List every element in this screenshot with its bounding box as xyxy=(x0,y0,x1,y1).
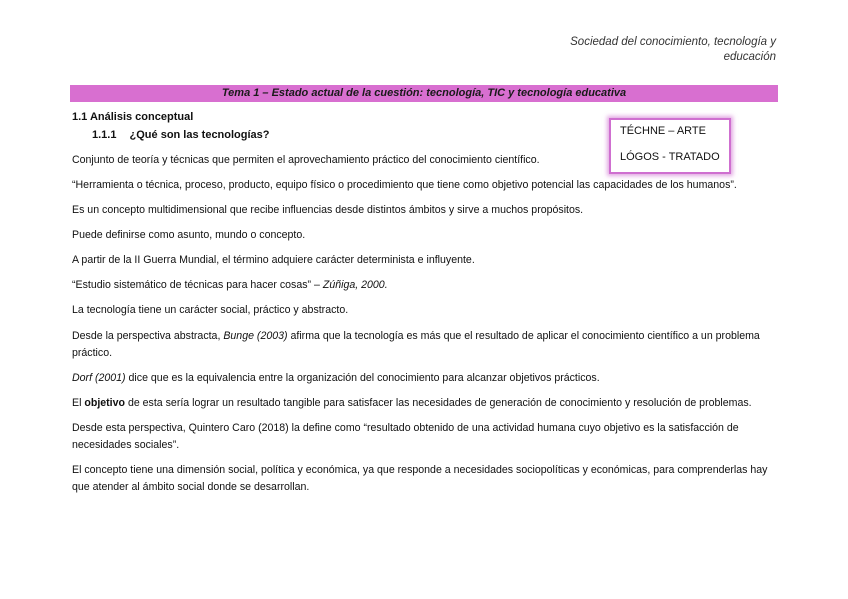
paragraph-character: La tecnología tiene un carácter social, práctico y abstracto. xyxy=(72,304,349,316)
objective-keyword: objetivo xyxy=(84,397,125,409)
callout-line-logos: LÓGOS - TRATADO xyxy=(620,151,720,163)
header-title-line2: educación xyxy=(723,51,776,63)
paragraph-multidimensional: Es un concepto multidimensional que recibe influencias desde distintos ámbitos y sirve a muchos propósitos. xyxy=(72,204,584,216)
topic-banner: Tema 1 – Estado actual de la cuestión: tecnología, TIC y tecnología educativa xyxy=(70,85,778,102)
bunge-intro: Desde la perspectiva abstracta, xyxy=(72,330,224,342)
objective-intro: El xyxy=(72,397,85,409)
subsection-title: ¿Qué son las tecnologías? xyxy=(129,129,270,141)
paragraph-dimensions: El concepto tiene una dimensión social, política y económica, ya que responde a necesidades sociopolíticas y económicas, para comprenderlas hay que atender al ámbito social donde se desarrollan. xyxy=(72,464,768,493)
section-heading: 1.1 Análisis conceptual xyxy=(72,111,194,123)
bunge-text: afirma que la tecnología es más que el resultado de aplicar el conocimiento científico a un problema práctico. xyxy=(72,330,760,359)
subsection-heading xyxy=(92,128,270,142)
paragraph-zuniga-quote xyxy=(72,277,776,294)
header-title-line1: Sociedad del conocimiento, tecnología y xyxy=(570,36,776,48)
callout-line-techne: TÉCHNE – ARTE xyxy=(620,125,706,137)
subsection-number: 1.1.1 xyxy=(92,129,117,141)
paragraph-definition: Conjunto de teoría y técnicas que permiten el aprovechamiento práctico del conocimiento científico. xyxy=(72,154,540,166)
zuniga-citation: Zúñiga, 2000. xyxy=(322,279,388,291)
paragraph-world-war: A partir de la II Guerra Mundial, el término adquiere carácter determinista e influyente. xyxy=(72,254,475,266)
paragraph-definable: Puede definirse como asunto, mundo o concepto. xyxy=(72,229,306,241)
bunge-citation: Bunge (2003) xyxy=(223,330,288,342)
dorf-citation: Dorf (2001) xyxy=(72,372,126,384)
paragraph-dorf xyxy=(72,370,776,387)
zuniga-quote-text: “Estudio sistemático de técnicas para hacer cosas” – xyxy=(72,279,323,291)
paragraph-quote-tool: “Herramienta o técnica, proceso, producto, equipo físico o procedimiento que tiene como objetivo potencial las capacidades de los humanos”. xyxy=(72,179,737,191)
document-header-title xyxy=(516,35,776,65)
paragraph-quintero-caro: Desde esta perspectiva, Quintero Caro (2018) la define como “resultado obtenido de una actividad humana cuyo objetivo es la satisfacción de necesidades sociales”. xyxy=(72,422,739,451)
paragraph-objective xyxy=(72,395,776,412)
paragraph-bunge xyxy=(72,328,776,362)
dorf-text: dice que es la equivalencia entre la organización del conocimiento para alcanzar objetivos prácticos. xyxy=(125,372,600,384)
objective-text: de esta sería lograr un resultado tangible para satisfacer las necesidades de generación de conocimiento y resolución de problemas. xyxy=(125,397,752,409)
